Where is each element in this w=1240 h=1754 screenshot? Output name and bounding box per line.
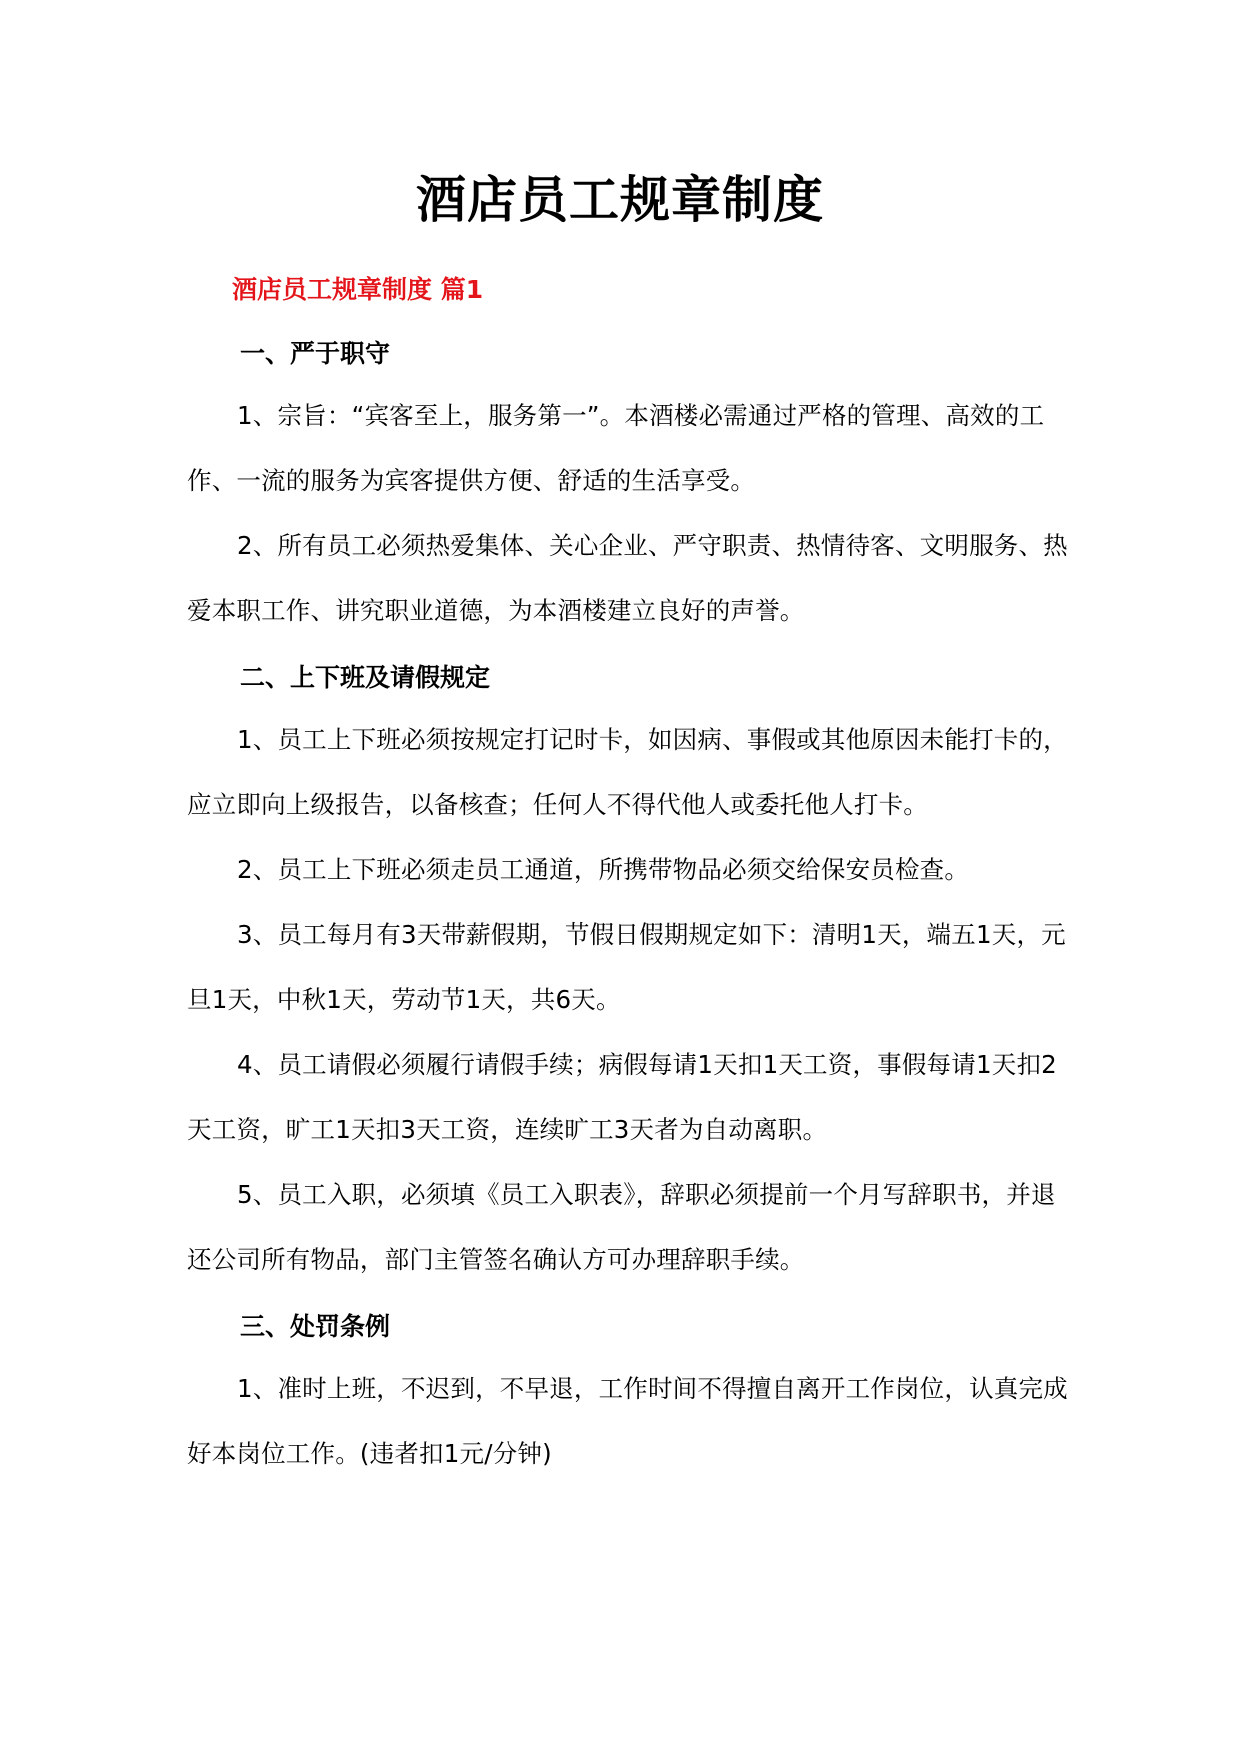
document-title: 酒店员工规章制度 <box>416 170 824 229</box>
paragraph: 2、所有员工必须热爱集体、关心企业、严守职责、热情待客、文明服务、热爱本职工作、讲究职业道德，为本酒楼建立良好的声誉。 <box>187 531 1068 625</box>
paragraph: 1、员工上下班必须按规定打记时卡，如因病、事假或其他原因未能打卡的，应立即向上级报告，以备核查；任何人不得代他人或委托他人打卡。 <box>187 725 1068 819</box>
paragraph: 1、准时上班，不迟到，不早退，工作时间不得擅自离开工作岗位，认真完成好本岗位工作。(违者扣1元/分钟) <box>187 1374 1068 1468</box>
paragraph: 3、员工每月有3天带薪假期，节假日假期规定如下：清明1天，端五1天，元旦1天，中秋1天，劳动节1天，共6天。 <box>187 920 1066 1014</box>
paragraph: 5、员工入职，必须填《员工入职表》，辞职必须提前一个月写辞职书，并退还公司所有物品，部门主管签名确认方可办理辞职手续。 <box>187 1180 1056 1274</box>
part-heading-1: 一、严于职守 <box>240 339 391 368</box>
paragraph: 1、宗旨：“宾客至上，服务第一”。本酒楼必需通过严格的管理、高效的工作、一流的服务为宾客提供方便、舒适的生活享受。 <box>187 401 1045 495</box>
part-heading-2: 二、上下班及请假规定 <box>240 663 491 692</box>
paragraph: 4、员工请假必须履行请假手续；病假每请1天扣1天工资，事假每请1天扣2天工资，旷工1天扣3天工资，连续旷工3天者为自动离职。 <box>187 1050 1057 1144</box>
section-heading: 酒店员工规章制度 篇1 <box>232 275 484 304</box>
paragraph: 2、员工上下班必须走员工通道，所携带物品必须交给保安员检查。 <box>237 855 970 884</box>
part-heading-3: 三、处罚条例 <box>240 1312 391 1341</box>
